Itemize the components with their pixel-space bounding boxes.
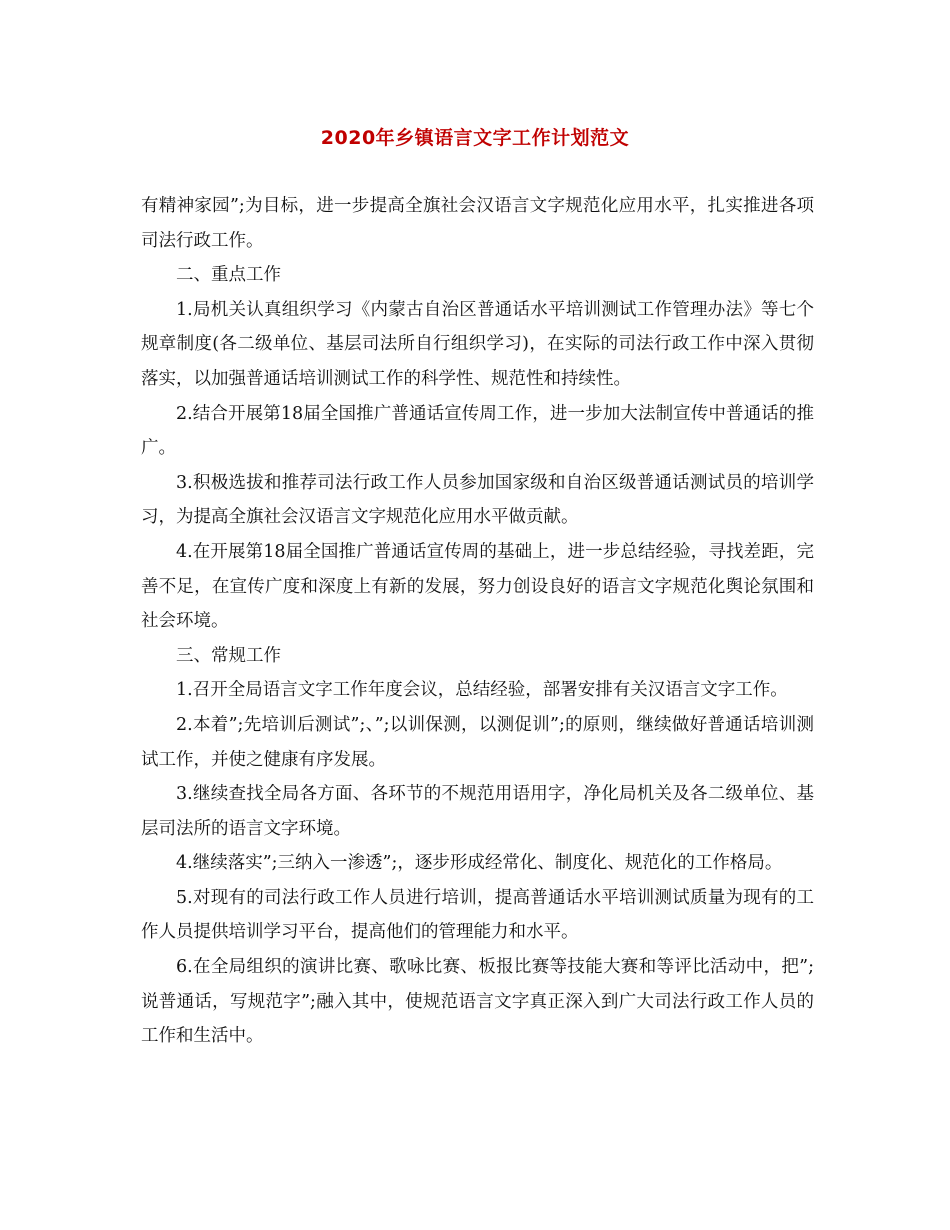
document-title: 2020年乡镇语言文字工作计划范文 (320, 127, 630, 149)
paragraph-routine-work-4: 4.继续落实”;三纳入一渗透”;，逐步形成经常化、制度化、规范化的工作格局。 (176, 853, 783, 874)
paragraph-routine-work-2: 2.本着”;先培训后测试”;、”;以训保测，以测促训”;的原则，继续做好普通话培训测试工作，并使之健康有序发展。 (141, 714, 814, 770)
paragraph-routine-work-6: 6.在全局组织的演讲比赛、歌咏比赛、板报比赛等技能大赛和等评比活动中，把”;说普通话，写规范字”;融入其中，使规范语言文字真正深入到广大司法行政工作人员的工作和生活中。 (141, 957, 814, 1047)
section-heading-key-work: 二、重点工作 (176, 265, 281, 286)
paragraph-key-work-3: 3.积极选拔和推荐司法行政工作人员参加国家级和自治区级普通话测试员的培训学习，为提高全旗社会汉语言文字规范化应用水平做贡献。 (141, 472, 814, 528)
paragraph-key-work-1: 1.局机关认真组织学习《内蒙古自治区普通话水平培训测试工作管理办法》等七个规章制度(各二级单位、基层司法所自行组织学习)，在实际的司法行政工作中深入贯彻落实，以加强普通话培训测试工作的科学性、规范性和持续性。 (141, 299, 814, 389)
paragraph-key-work-2: 2.结合开展第18届全国推广普通话宣传周工作，进一步加大法制宣传中普通话的推广。 (141, 403, 814, 459)
document-body (141, 189, 814, 1054)
paragraph-intro-continuation: 有精神家园”;为目标，进一步提高全旗社会汉语言文字规范化应用水平，扎实推进各项司法行政工作。 (141, 196, 814, 251)
paragraph-routine-work-3: 3.继续查找全局各方面、各环节的不规范用语用字，净化局机关及各二级单位、基层司法所的语言文字环境。 (141, 784, 814, 839)
section-heading-routine-work: 三、常规工作 (176, 645, 281, 666)
paragraph-key-work-4: 4.在开展第18届全国推广普通话宣传周的基础上，进一步总结经验，寻找差距，完善不足，在宣传广度和深度上有新的发展，努力创设良好的语言文字规范化舆论氛围和社会环境。 (141, 541, 814, 632)
paragraph-routine-work-5: 5.对现有的司法行政工作人员进行培训，提高普通话水平培训测试质量为现有的工作人员提供培训学习平台，提高他们的管理能力和水平。 (141, 887, 814, 943)
paragraph-routine-work-1: 1.召开全局语言文字工作年度会议，总结经验，部署安排有关汉语言文字工作。 (176, 680, 788, 701)
